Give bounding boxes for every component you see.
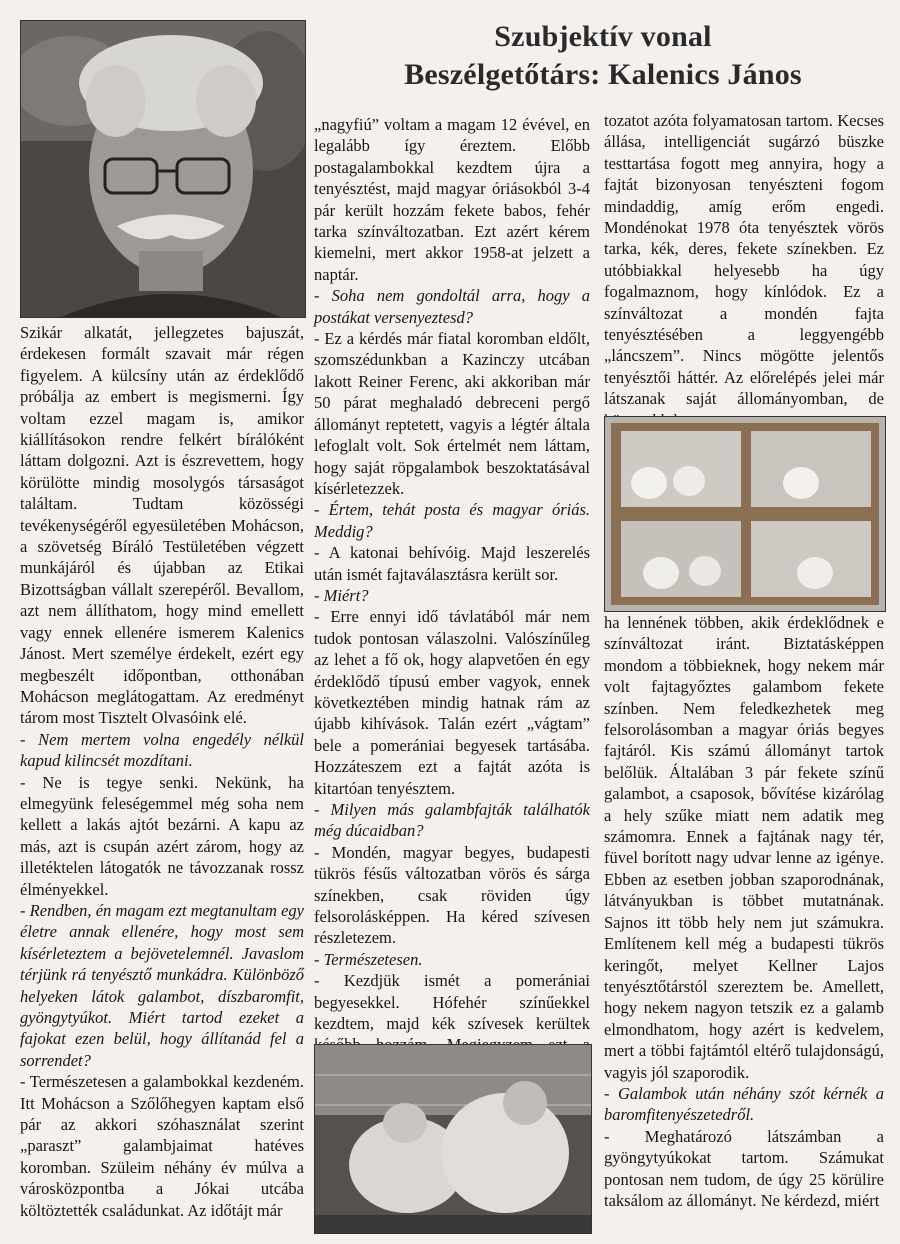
question: - Galambok után néhány szót kérnék a baromfitenyészetedről. [604, 1083, 884, 1125]
question: - Nem mertem volna engedély nélkül kapud kilincsét mozdítani. [20, 729, 304, 771]
column-1 [20, 322, 304, 1221]
question: - Értem, tehát posta és magyar óriás. Meddig? [314, 500, 590, 541]
title-line-2: Beszélgetőtárs: Kalenics János [404, 58, 802, 91]
paragraph: - Erre ennyi idő távlatából már nem tudok pontosan válaszolni. Valószínűleg az lehet a fő ok, hogy alapvetően én egy érdeklődő típusú ember vagyok, ennek következtében mindig hatnak rám az újabb kihívások. Talán ezért „vágtam” bele a pomerániai begyesek tartásába. Hozzáteszem ezt a fajtát azóta is kitartóan tenyésztem. [314, 607, 590, 798]
pigeons-photo [314, 1044, 592, 1234]
article-title [318, 18, 888, 94]
column-3-bottom [604, 612, 884, 1211]
column-3-top [604, 110, 884, 431]
paragraph: ha lennének többen, akik érdeklődnek e színváltozat iránt. Biztatásképpen mondom a többieknek, hogy nekem már volt fajtagyőztes galambom fekete színben. Nem feledkezhetek meg felsorolásomban a magyar óriás begyes fajtáról. Kis számú állományt tartok belőlük. Általában 3 pár fekete színű galambot, a csaposok, bővítése kizárólag a hely szűke miatt nem adatik meg számomra. Ennek a fajtának nagy tér, füvel borított nagy udvar lenne az igénye. Ebben az esetben jobban szaporodnának, látványukban is többet mutatnának. Sajnos itt több hely nem jut számukra. Említenem kell még a budapesti tükrös keringőt, melyet Kellner Lajos tenyésztőtárstól szereztem be. Amellett, hogy nekem nagyon tetszik ez a galamb elmondhatom, hogy azért is kedvelem, mert a többi fajtámtól eltérő tulajdonságú, vagyis jól szaporodik. [604, 613, 884, 1082]
question: - Milyen más galambfajták találhatók még dúcaidban? [314, 800, 590, 841]
paragraph: - Meghatározó látszámban a gyöngytyúkokat tartom. Számukat pontosan nem tudom, de úgy 25 körülire taksálom az állományt. Ne kérdezd, miért [604, 1126, 884, 1210]
paragraph: - Mondén, magyar begyes, budapesti tükrös fésűs változatban vörös és sárga színekben, csak röviden úgy felsorolásképpen. Ha kéred szívesen részletezem. [314, 842, 590, 948]
portrait-photo [20, 20, 306, 318]
paragraph: - Kezdjük ismét a pomerániai begyesekkel. Hófehér színűekkel kezdtem, majd kék szívesek kerültek [314, 971, 590, 1034]
paragraph: - Ez a kérdés már fiatal koromban eldőlt, szomszédunkban a Kazinczy utcában lakott Reiner Ferenc, aki akkoriban már 50 párat meghaladó debreceni pergő állományt reptetett, vagyis a légtér általa lefoglalt volt. Sok értelmét nem láttam, hogy saját röpgalambok beszoktatásával kísérletezzek. [314, 329, 590, 498]
title-line-1: Szubjektív vonal [494, 20, 712, 53]
paragraph: - Természetesen a galambokkal kezdeném. Itt Mohácson a Szőlőhegyen kaptam első pár az akkori szóhasználat szerint „paraszt” galambjaimat hatéves koromban. Szüleim néhány év múlva a városközpontba a Jókai utcába költöztették családunkat. Az időtájt már [20, 1072, 304, 1220]
pigeon-coop-photo [604, 416, 886, 612]
paragraph: - Ne is tegye senki. Nekünk, ha elmegyünk feleségemmel még soha nem kellett a lakás ajtót bezárni. A kapu az más, azt is csupán azért zárom, hogy az illetéktelen látogatók ne távozzanak rossz élményekkel. [20, 772, 304, 899]
paragraph: Szikár alkatát, jellegzetes bajuszát, érdekesen formált szavait már régen figyelem. A külcsíny után az érdeklődő próbálja az embert is megismerni. Így voltam ezzel magam is, amikor kiállításokon rendre felkért bírálóként láttam dolgozni. Azt is észrevettem, hogy körülötte mindig mosolygós társaságot találtam. Tudtam közösségi tevékenységéről egyesületében Mohácson, a szövetség Bíráló Testületében végzett munkájáról és újabban az Etikai Bizottságban vállalt szerepéről. Bevallom, azt nem állíthatom, hogy mind emellett vagy ennek ellenére ismerem Kalenics Jánost. Mert személye érdekelt, ezért egy megbeszélt időpontban, otthonában Mohácson meglátogattam. Az eredményt tárom most Tisztelt Olvasóink elé. [20, 323, 304, 728]
question: - Soha nem gondoltál arra, hogy a postákat versenyeztesd? [314, 286, 590, 327]
column-2 [314, 114, 590, 1077]
question: - Rendben, én magam ezt megtanultam egy életre annak ellenére, hogy most sem kísérleteztem a bejövetelemnél. Javaslom térjünk rá tenyésztő munkádra. Különböző helyeken látok galambot, díszbaromfit, gyöngytyúkot. Miért tartod ezeket a fajokat ezen belül, hogy állítanád fel a sorrendet? [20, 900, 304, 1070]
paragraph: tozatot azóta folyamatosan tartom. Kecses állása, intelligenciát sugárzó büszke testtartása fogott meg annyira, hogy a fajtát bizonyosan tenyészteni fogom mindaddig, amíg erőm engedi. Mondénokat 1978 óta tenyésztek vörös tarka, kék, deres, fekete színekben. Ez utóbbiakkal helyesebb ha úgy fogalmaznom, hogy kínlódok. Ez a színváltozat a mondén fajta tenyésztésében a leggyengébb „láncszem”. Nincs mögötte jelentős tenyésztői háttér. Az előrelépés jelei már látszanak saját állományomban, de [604, 111, 884, 409]
paragraph: - A katonai behívóig. Majd leszerelés után ismét fajtaválasztásra került sor. [314, 543, 590, 584]
question: - Természetesen. [314, 949, 423, 969]
paragraph: „nagyfiú” voltam a magam 12 évével, en legalább így éreztem. Előbb postagalambokkal kezdtem újra a tenyésztést, majd magyar óriásokból 3-4 pár került hozzám fekete babos, fehér tarka színváltozatban. Ezt azért kérem kiemelni, mert akkor 1958-at jelzett a naptár. [314, 115, 590, 284]
question: - Miért? [314, 585, 369, 605]
